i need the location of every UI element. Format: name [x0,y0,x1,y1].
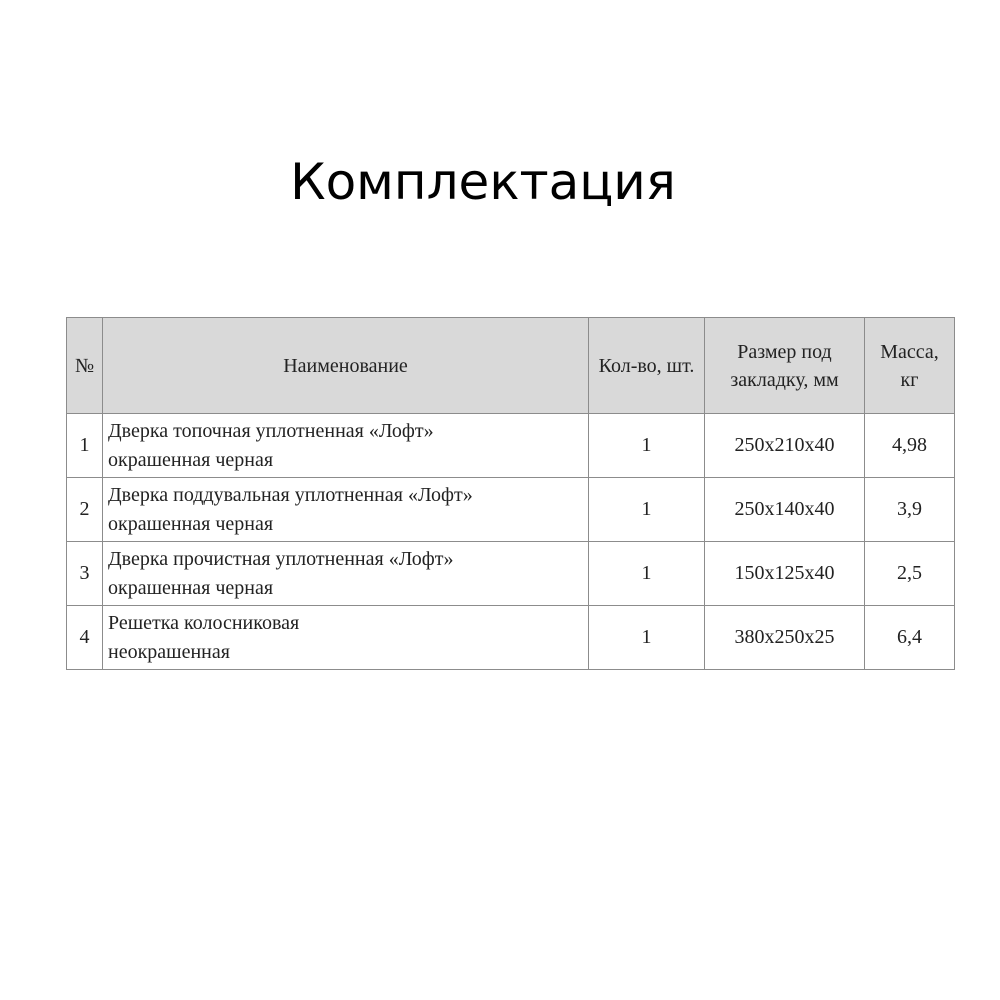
cell-name-line2: неокрашенная [108,640,230,663]
cell-num: 1 [67,414,103,478]
header-mass: Масса, кг [865,318,955,414]
cell-name-line1: Решетка колосниковая [108,611,300,634]
cell-name-line1: Дверка топочная уплотненная «Лофт» [108,419,434,442]
table-row [67,414,955,478]
cell-name-line1: Дверка прочистная уплотненная «Лофт» [108,547,454,570]
page-title: Комплектация [290,153,676,211]
header-num: № [67,318,103,414]
table-row [67,606,955,670]
header-name: Наименование [103,318,589,414]
cell-num: 3 [67,542,103,606]
cell-mass: 4,98 [865,414,955,478]
cell-qty: 1 [589,542,705,606]
table-row [67,542,955,606]
table-header-row [67,318,955,414]
cell-name [103,478,589,542]
cell-mass: 3,9 [865,478,955,542]
cell-num: 4 [67,606,103,670]
cell-name-line2: окрашенная черная [108,576,274,599]
equipment-table [66,317,955,670]
cell-name [103,542,589,606]
cell-size: 150x125x40 [705,542,865,606]
cell-mass: 2,5 [865,542,955,606]
cell-qty: 1 [589,606,705,670]
cell-name-line2: окрашенная черная [108,512,274,535]
cell-name [103,414,589,478]
header-qty: Кол-во, шт. [589,318,705,414]
cell-qty: 1 [589,478,705,542]
cell-num: 2 [67,478,103,542]
cell-size: 380x250x25 [705,606,865,670]
cell-name [103,606,589,670]
cell-size: 250x210x40 [705,414,865,478]
cell-qty: 1 [589,414,705,478]
cell-size: 250x140x40 [705,478,865,542]
header-size: Размер под закладку, мм [705,318,865,414]
cell-name-line1: Дверка поддувальная уплотненная «Лофт» [108,483,473,506]
cell-mass: 6,4 [865,606,955,670]
cell-name-line2: окрашенная черная [108,448,274,471]
table-row [67,478,955,542]
